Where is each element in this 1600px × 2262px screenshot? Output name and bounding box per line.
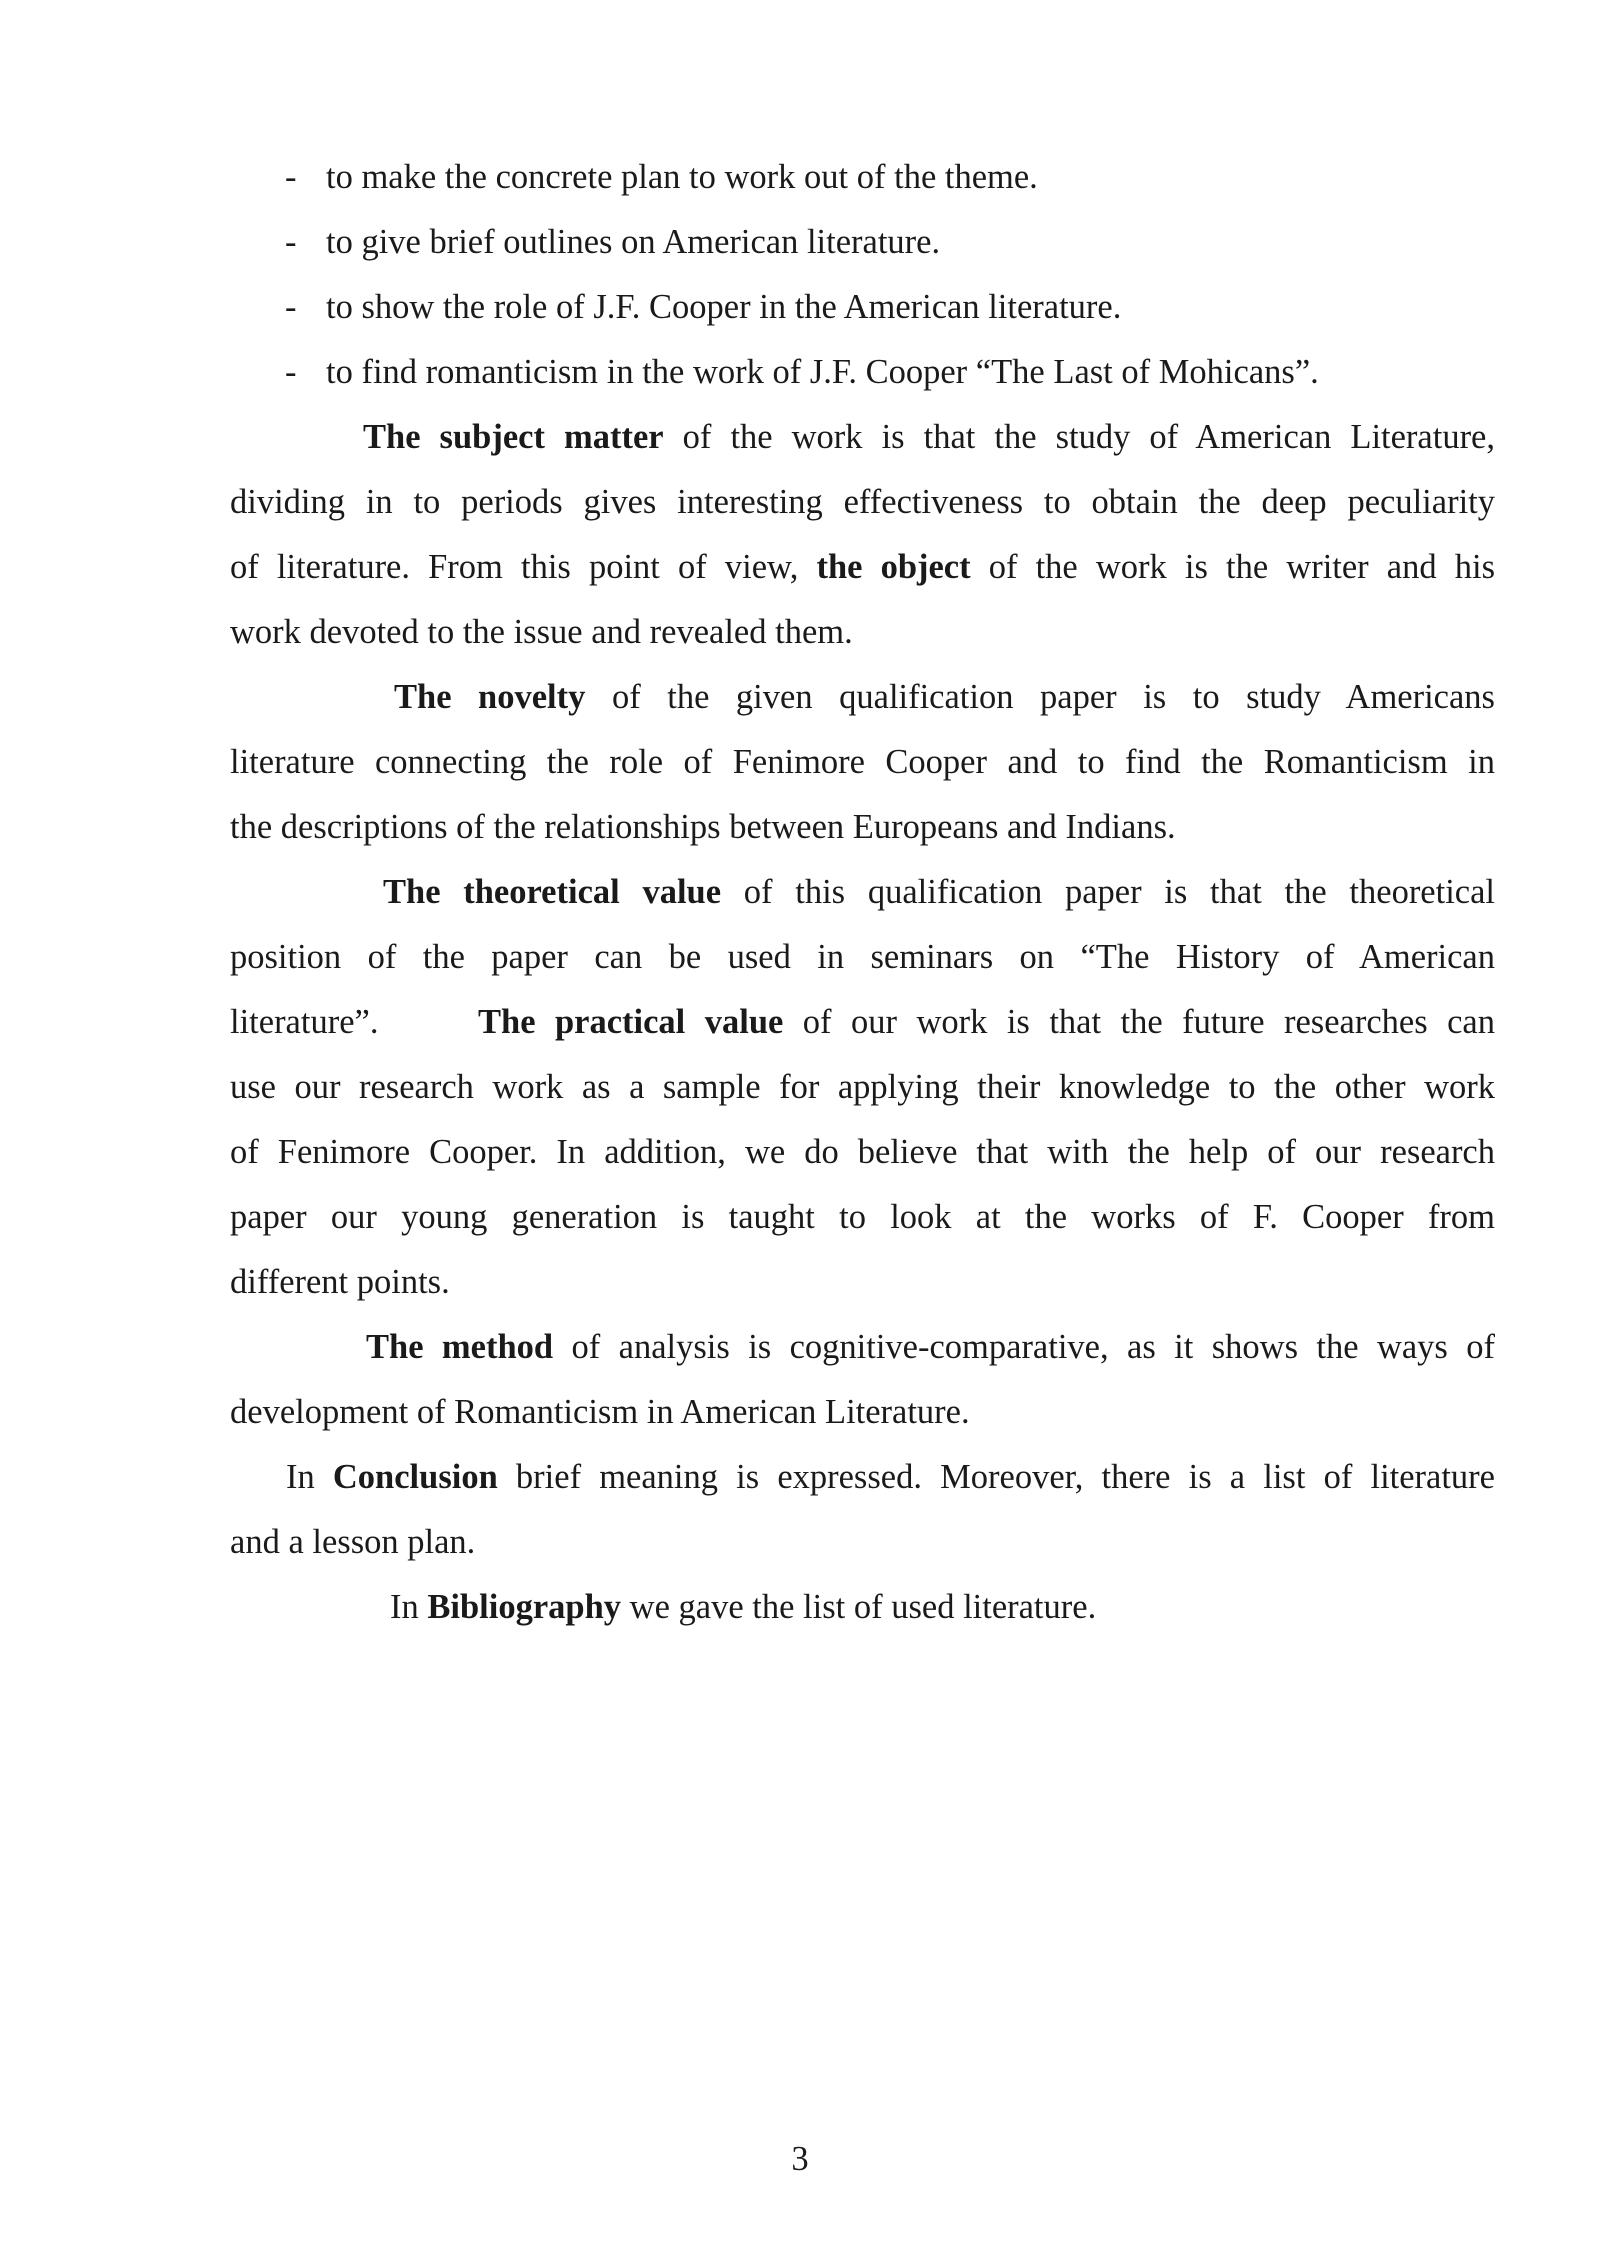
bibliography-paragraph — [390, 1590, 1495, 1625]
value-text: paper our young generation is taught to look at the works of F. Cooper from — [230, 1198, 1495, 1236]
novelty-paragraph-line-1 — [394, 680, 1495, 715]
value-paragraph-line-2 — [230, 940, 1495, 975]
conclusion-heading: Conclusion — [332, 1458, 498, 1496]
conclusion-text: brief meaning is expressed. Moreover, there is a list of literature — [497, 1458, 1495, 1496]
list-dash: - — [285, 288, 297, 326]
value-text: literature”. — [230, 1003, 379, 1041]
subject-text: work devoted to the issue and revealed them. — [230, 613, 853, 651]
novelty-heading: The novelty — [394, 678, 586, 716]
novelty-text: of the given qualification paper is to study Americans — [585, 678, 1495, 716]
conclusion-paragraph-line-2 — [230, 1525, 1495, 1560]
value-text: use our research work as a sample for applying their knowledge to the other work — [230, 1068, 1495, 1106]
method-text: development of Romanticism in American Literature. — [230, 1393, 970, 1431]
novelty-paragraph-line-3 — [230, 810, 1495, 845]
conclusion-text: In — [286, 1458, 333, 1496]
subject-matter-heading: The subject matter — [363, 418, 664, 456]
subject-text: of the work is that the study of American Literature, — [663, 418, 1495, 456]
value-text: of our work is that the future researches can — [783, 1003, 1495, 1041]
bibliography-text: we gave the list of used literature. — [621, 1588, 1097, 1626]
subject-paragraph-line-3 — [230, 550, 1495, 585]
novelty-paragraph-line-2 — [230, 745, 1495, 780]
subject-paragraph-line-1 — [363, 420, 1495, 455]
list-item-text: to make the concrete plan to work out of the theme. — [326, 158, 1038, 196]
method-paragraph-line-2 — [230, 1395, 1495, 1430]
method-heading: The method — [366, 1328, 554, 1366]
value-paragraph-line-7 — [230, 1265, 1495, 1300]
subject-text: of literature. From this point of view, — [230, 548, 817, 586]
value-text: of this qualification paper is that the theoretical — [721, 873, 1495, 911]
value-paragraph-line-6 — [230, 1200, 1495, 1235]
value-paragraph-line-4 — [230, 1070, 1495, 1105]
bibliography-heading: Bibliography — [427, 1588, 622, 1626]
list-dash: - — [285, 353, 297, 391]
value-paragraph-line-3 — [230, 1005, 1495, 1040]
subject-paragraph-line-2 — [230, 485, 1495, 520]
novelty-text: the descriptions of the relationships between Europeans and Indians. — [230, 808, 1176, 846]
list-dash: - — [285, 223, 297, 261]
method-text: of analysis is cognitive-comparative, as it shows the ways of — [553, 1328, 1495, 1366]
value-text: different points. — [230, 1263, 450, 1301]
list-dash: - — [285, 158, 297, 196]
theoretical-value-heading: The theoretical value — [383, 873, 722, 911]
method-paragraph-line-1 — [366, 1330, 1495, 1365]
practical-value-heading: The practical value — [478, 1003, 784, 1041]
list-item-text: to find romanticism in the work of J.F. Cooper “The Last of Mohicans”. — [326, 353, 1319, 391]
value-text: of Fenimore Cooper. In addition, we do believe that with the help of our research — [230, 1133, 1495, 1171]
subject-text: of the work is the writer and his — [970, 548, 1495, 586]
value-text: position of the paper can be used in seminars on “The History of American — [230, 938, 1495, 976]
subject-text: dividing in to periods gives interesting effectiveness to obtain the deep peculiarity — [230, 483, 1495, 521]
value-paragraph-line-1 — [383, 875, 1495, 910]
value-paragraph-line-5 — [230, 1135, 1495, 1170]
bibliography-text: In — [390, 1588, 428, 1626]
subject-paragraph-line-4 — [230, 615, 1495, 650]
conclusion-paragraph-line-1 — [286, 1460, 1495, 1495]
novelty-text: literature connecting the role of Fenimore Cooper and to find the Romanticism in — [230, 743, 1495, 781]
list-item-text: to show the role of J.F. Cooper in the American literature. — [326, 288, 1122, 326]
page-number: 3 — [791, 2140, 809, 2178]
list-item-text: to give brief outlines on American literature. — [326, 223, 941, 261]
conclusion-text: and a lesson plan. — [230, 1523, 476, 1561]
object-heading: the object — [816, 548, 971, 586]
